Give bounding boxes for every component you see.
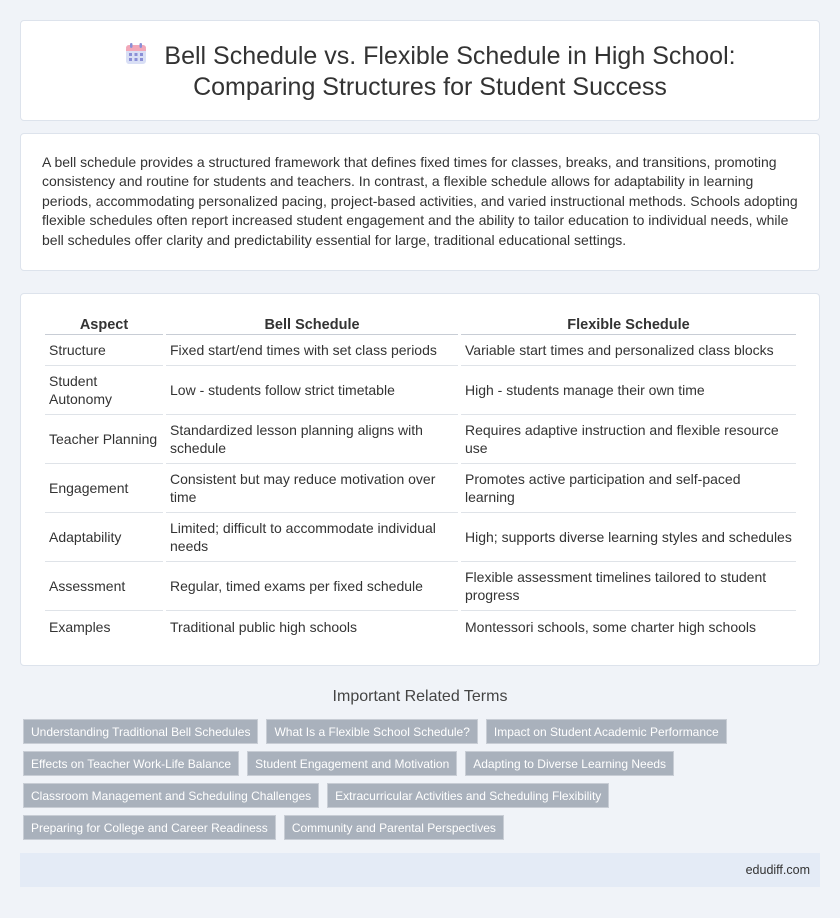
related-term-chip[interactable]: Extracurricular Activities and Scheduling Flexibility (327, 783, 609, 808)
related-terms-row (23, 783, 617, 808)
aspect-cell: Teacher Planning (45, 415, 163, 464)
title-card (20, 20, 820, 121)
flexible-cell: Montessori schools, some charter high schools (465, 618, 757, 635)
related-terms-row (23, 719, 735, 744)
aspect-cell: Student Autonomy (45, 366, 163, 415)
related-term-chip[interactable]: Student Engagement and Motivation (247, 751, 457, 776)
related-terms-row (23, 751, 682, 776)
footer-site-link[interactable]: edudiff.com (745, 863, 810, 877)
aspect-cell: Engagement (45, 464, 163, 513)
intro-card (20, 133, 820, 271)
header-aspect: Aspect (45, 316, 163, 335)
bell-cell: Consistent but may reduce motivation over time (166, 464, 458, 513)
related-term-chip[interactable]: Adapting to Diverse Learning Needs (465, 751, 674, 776)
related-term-chip[interactable]: Preparing for College and Career Readiness (23, 815, 276, 840)
intro-paragraph: A bell schedule provides a structured framework that defines fixed times for classes, breaks, and transitions, promoting consistency and routine for students and teachers. In contrast, a flexible schedule allows for adaptability in learning periods, accommodating personalized pacing, project-based activities, and varied instructional methods. Schools adopting flexible schedules often report increased student engagement and the ability to tailor education to individual needs, while bell schedules offer clarity and predictability essential for large, traditional educational settings. (42, 154, 798, 248)
bell-cell: Low - students follow strict timetable (166, 366, 458, 415)
page-title-text: Bell Schedule vs. Flexible Schedule in High School: Comparing Structures for Student Success (164, 42, 736, 101)
header-flexible-schedule: Flexible Schedule (461, 316, 796, 335)
table-header-row (45, 316, 796, 335)
aspect-cell: Structure (45, 335, 163, 366)
comparison-card (20, 293, 820, 666)
aspect-cell: Examples (49, 618, 111, 635)
header-bell-schedule: Bell Schedule (166, 316, 458, 335)
related-term-chip[interactable]: What Is a Flexible School Schedule? (266, 719, 477, 744)
flexible-cell: Promotes active participation and self-paced learning (461, 464, 796, 513)
bell-cell: Regular, timed exams per fixed schedule (166, 562, 458, 611)
related-terms-heading: Important Related Terms (332, 688, 508, 705)
aspect-cell: Assessment (45, 562, 163, 611)
aspect-cell: Adaptability (45, 513, 163, 562)
flexible-cell: High - students manage their own time (461, 366, 796, 415)
comparison-table (42, 316, 799, 642)
bell-cell: Fixed start/end times with set class periods (166, 335, 458, 366)
table-row (45, 562, 796, 611)
calendar-icon (124, 42, 148, 73)
table-row (45, 335, 796, 366)
table-row (45, 415, 796, 464)
flexible-cell: Variable start times and personalized class blocks (461, 335, 796, 366)
flexible-cell: High; supports diverse learning styles and schedules (461, 513, 796, 562)
related-term-chip[interactable]: Effects on Teacher Work-Life Balance (23, 751, 239, 776)
table-row (45, 366, 796, 415)
page-title (61, 42, 799, 102)
table-row (45, 464, 796, 513)
related-term-chip[interactable]: Impact on Student Academic Performance (486, 719, 727, 744)
related-terms-row (23, 815, 512, 840)
flexible-cell: Requires adaptive instruction and flexible resource use (461, 415, 796, 464)
bell-cell: Standardized lesson planning aligns with schedule (166, 415, 458, 464)
related-term-chip[interactable]: Understanding Traditional Bell Schedules (23, 719, 258, 744)
bell-cell: Limited; difficult to accommodate individual needs (166, 513, 458, 562)
flexible-cell: Flexible assessment timelines tailored to student progress (461, 562, 796, 611)
related-term-chip[interactable]: Community and Parental Perspectives (284, 815, 504, 840)
table-row (45, 513, 796, 562)
table-row (45, 611, 796, 642)
footer-bar (20, 853, 820, 887)
related-term-chip[interactable]: Classroom Management and Scheduling Challenges (23, 783, 319, 808)
bell-cell: Traditional public high schools (170, 618, 358, 635)
